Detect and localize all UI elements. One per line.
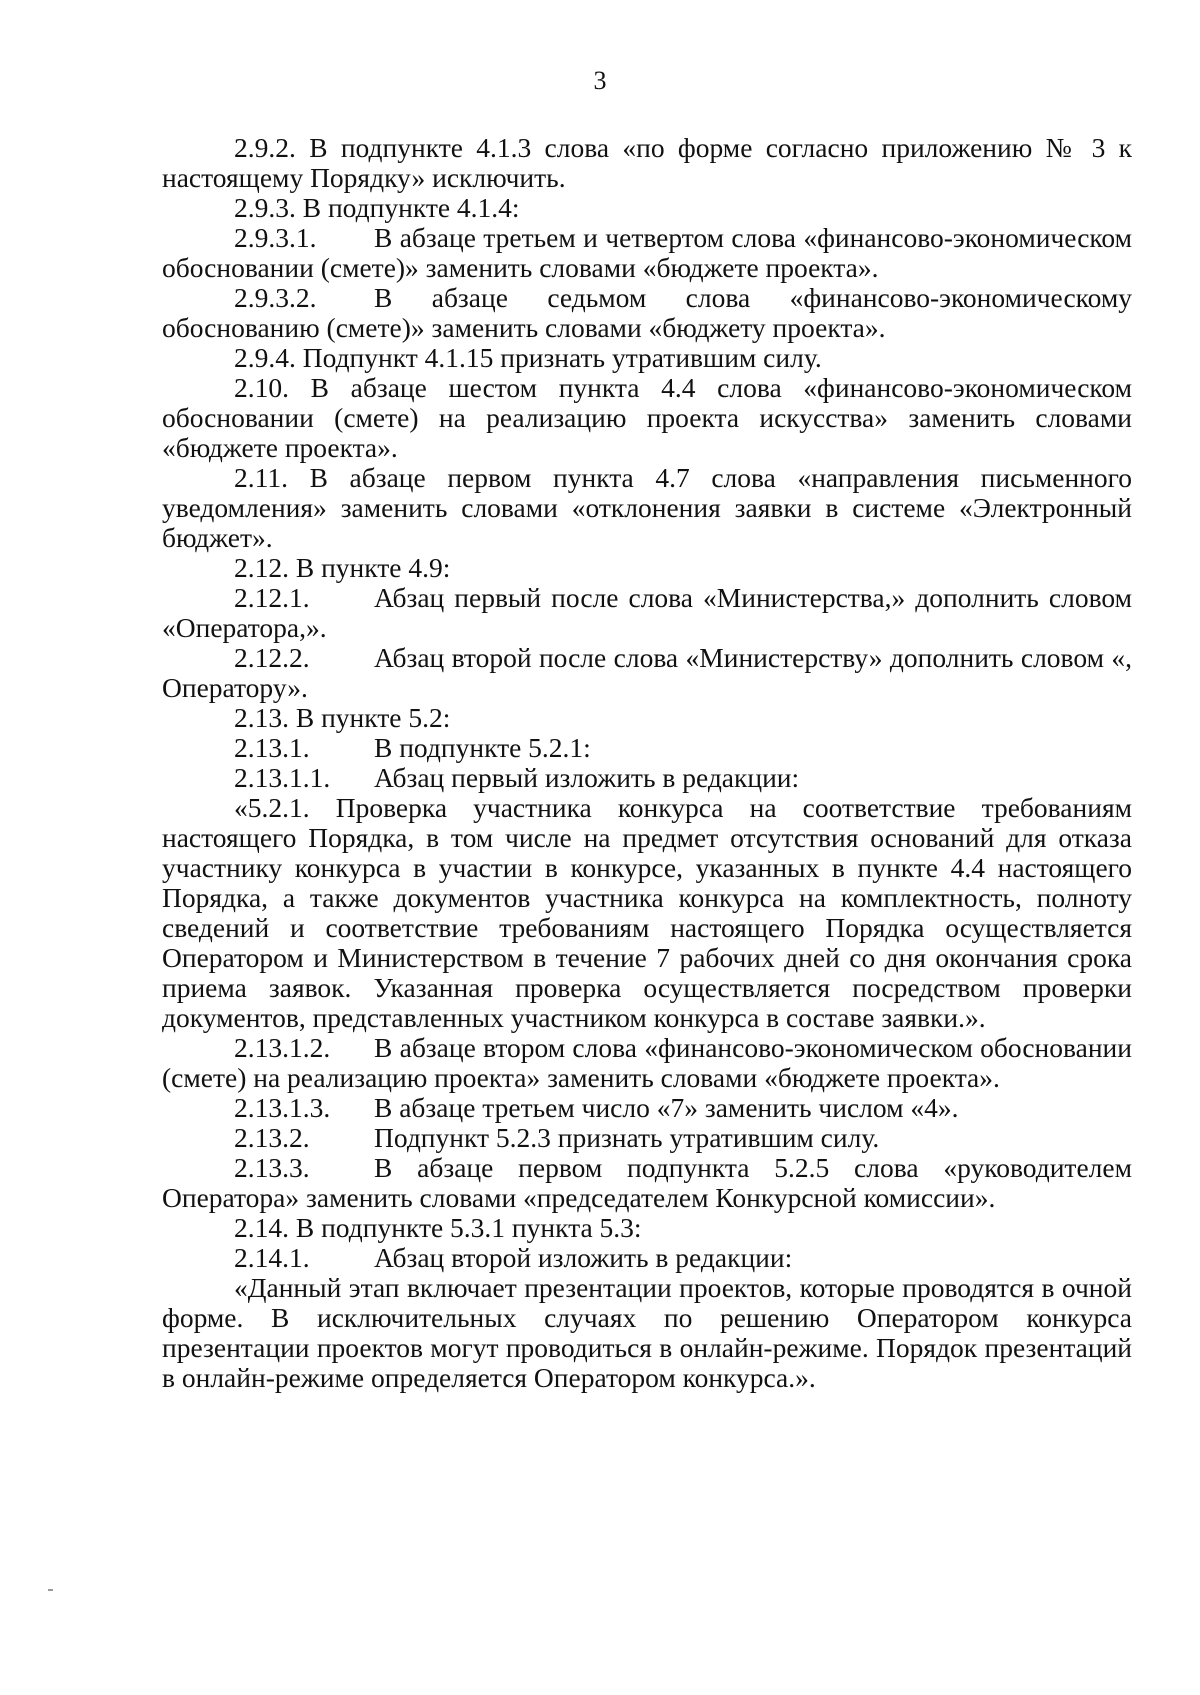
paragraph [162, 193, 1132, 223]
paragraph [162, 1093, 1132, 1123]
paragraph-text: Абзац первый изложить в редакции: [374, 762, 800, 793]
paragraph-text: 2.14. В подпункте 5.3.1 пункта 5.3: [234, 1212, 642, 1243]
paragraph [162, 223, 1132, 283]
paragraph-number: 2.14.1. [234, 1242, 310, 1273]
paragraph [162, 133, 1132, 193]
paragraph-number: 2.13.1.2. [234, 1032, 331, 1063]
paragraph-text: Подпункт 5.2.3 признать утратившим силу. [374, 1122, 880, 1153]
paragraph-text: 2.11. В абзаце первом пункта 4.7 слова «направления письменного уведомления» заменить словами «отклонения заявки в системе «Электронный бюджет». [162, 462, 1132, 553]
paragraph [162, 1273, 1132, 1393]
paragraph [162, 1243, 1132, 1273]
paragraph-text: В абзаце третьем и четвертом слова «финансово-экономическом обосновании (смете)» заменить словами «бюджете проекта». [162, 222, 1132, 283]
paragraph-number: 2.13.3. [234, 1152, 310, 1183]
paragraph [162, 283, 1132, 343]
paragraph-text: 2.12. В пункте 4.9: [234, 552, 451, 583]
page-number: 3 [593, 66, 607, 95]
paragraph-text: 2.9.3. В подпункте 4.1.4: [234, 192, 520, 223]
paragraph-number: 2.13.1.3. [234, 1092, 331, 1123]
paragraph-number: 2.13.1.1. [234, 762, 331, 793]
paragraph [162, 1123, 1132, 1153]
paragraph-text: Абзац второй после слова «Министерству» дополнить словом «, Оператору». [162, 642, 1132, 703]
paragraph [162, 343, 1132, 373]
paragraph-number: 2.13.2. [234, 1122, 310, 1153]
paragraph-number: 2.12.1. [234, 582, 310, 613]
paragraph-text: Абзац первый после слова «Министерства,» дополнить словом «Оператора,». [162, 582, 1132, 643]
paragraph-text: Абзац второй изложить в редакции: [374, 1242, 793, 1273]
paragraph-text: 2.10. В абзаце шестом пункта 4.4 слова «финансово-экономическом обосновании (смете) на реализацию проекта искусства» заменить словами «бюджете проекта». [162, 372, 1132, 463]
paragraph [162, 763, 1132, 793]
paragraph-number: 2.9.3.1. [234, 222, 317, 253]
paragraph [162, 733, 1132, 763]
paragraph-text: 2.13. В пункте 5.2: [234, 702, 451, 733]
paragraph [162, 793, 1132, 1033]
paragraph [162, 703, 1132, 733]
paragraph-number: 2.9.3.2. [234, 282, 317, 313]
paragraph-text: 2.9.2. В подпункте 4.1.3 слова «по форме согласно приложению № 3 к настоящему Порядку» исключить. [162, 132, 1132, 193]
paragraph-text: В абзаце седьмом слова «финансово-экономическому обоснованию (смете)» заменить словами «бюджету проекта». [162, 282, 1132, 343]
paragraph [162, 463, 1132, 553]
paragraph-number: 2.13.1. [234, 732, 310, 763]
paragraph-text: «Данный этап включает презентации проектов, которые проводятся в очной форме. В исключительных случаях по решению Оператором конкурса презентации проектов могут проводиться в онлайн-режиме. Порядок презентаций в онлайн-режиме определяется Оператором конкурса.». [162, 1272, 1132, 1393]
paragraph-text: В абзаце третьем число «7» заменить числом «4». [374, 1092, 959, 1123]
scan-artifact [48, 1589, 53, 1591]
paragraph-text: В абзаце первом подпункта 5.2.5 слова «руководителем Оператора» заменить словами «председателем Конкурсной комиссии». [162, 1152, 1132, 1213]
paragraph-text: 2.9.4. Подпункт 4.1.15 признать утратившим силу. [234, 342, 822, 373]
paragraph [162, 553, 1132, 583]
paragraph [162, 373, 1132, 463]
paragraph-number: 2.12.2. [234, 642, 310, 673]
paragraph [162, 1213, 1132, 1243]
paragraph [162, 643, 1132, 703]
document-body [162, 133, 1132, 1393]
paragraph-text: В подпункте 5.2.1: [374, 732, 591, 763]
paragraph [162, 1033, 1132, 1093]
paragraph-text: В абзаце втором слова «финансово-экономическом обосновании (смете) на реализацию проекта» заменить словами «бюджете проекта». [162, 1032, 1132, 1093]
paragraph [162, 583, 1132, 643]
paragraph [162, 1153, 1132, 1213]
paragraph-text: «5.2.1. Проверка участника конкурса на соответствие требованиям настоящего Порядка, в том числе на предмет отсутствия оснований для отказа участнику конкурса в участии в конкурсе, указанных в пункте 4.4 настоящего Порядка, а также документов участника конкурса на комплектность, полноту сведений и соответствие требованиям настоящего Порядка осуществляется Оператором и Министерством в течение 7 рабочих дней со дня окончания срока приема заявок. Указанная проверка осуществляется посредством проверки документов, представленных участником конкурса в составе заявки.». [162, 792, 1132, 1033]
